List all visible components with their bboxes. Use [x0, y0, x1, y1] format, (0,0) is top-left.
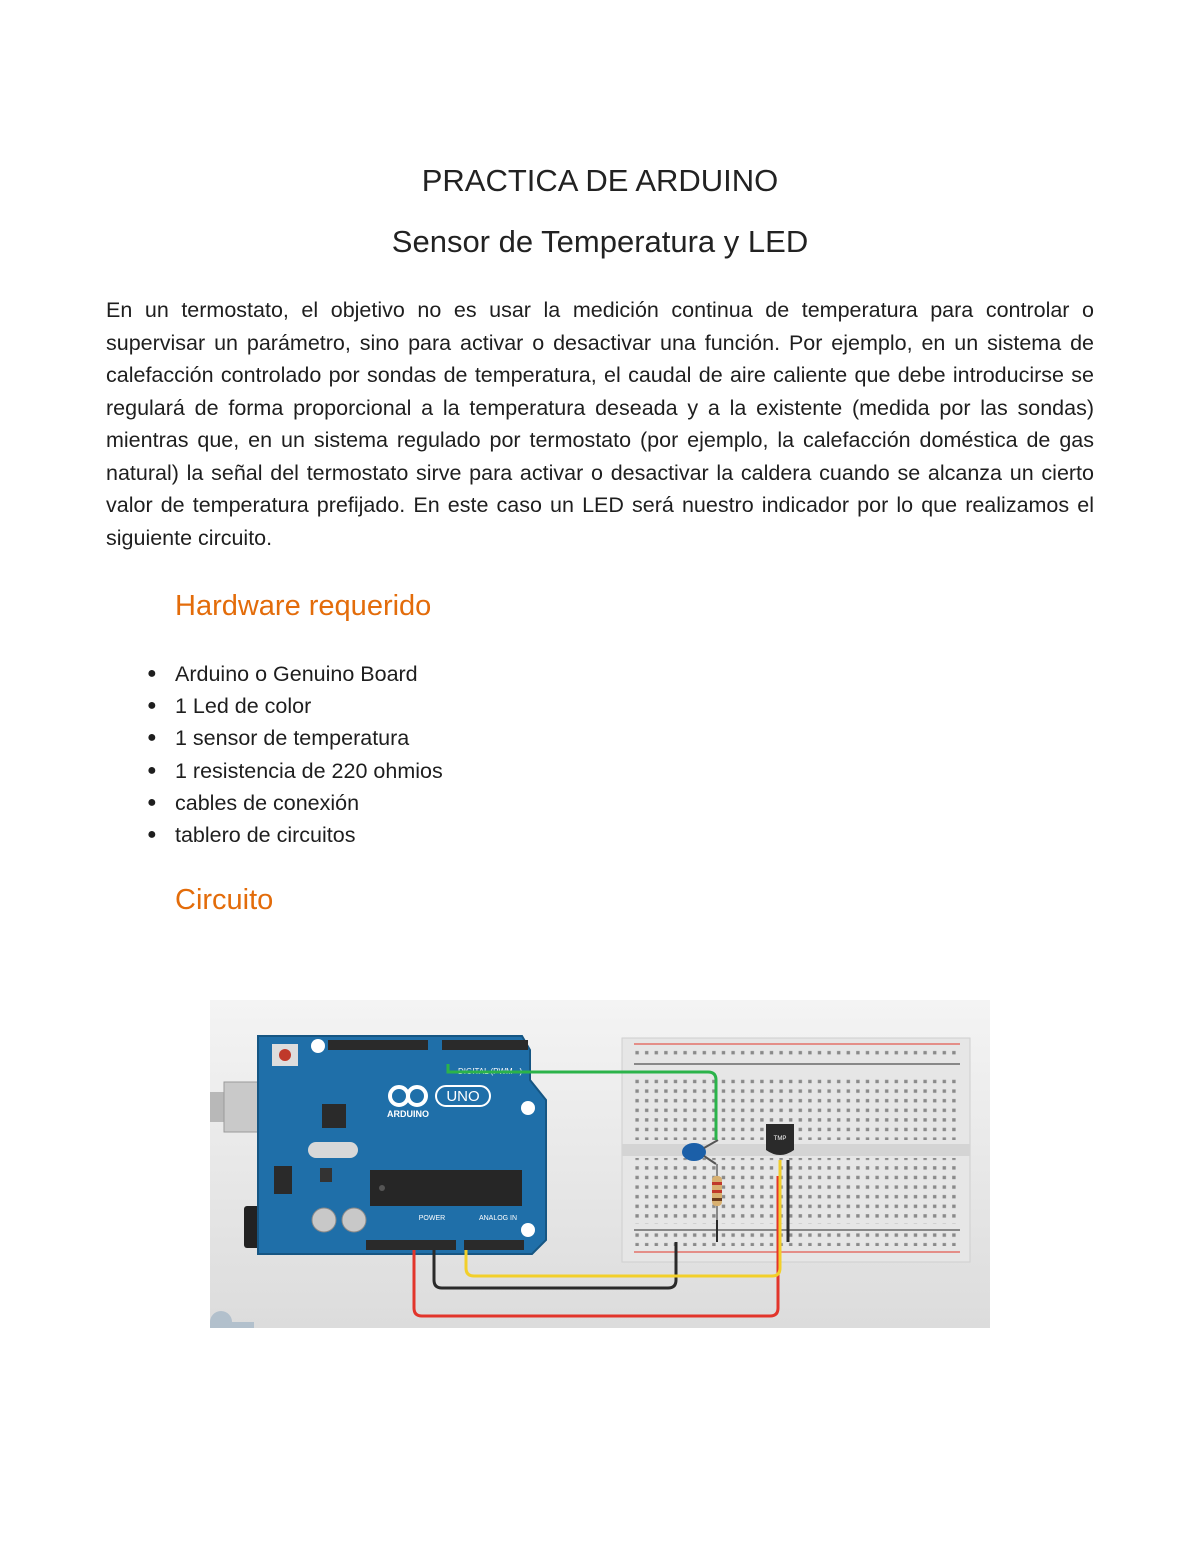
bullet-icon: ● [147, 761, 157, 779]
list-item [145, 819, 443, 851]
hardware-heading: Hardware requerido [175, 590, 432, 622]
list-item [145, 755, 443, 787]
hardware-item-label: 1 Led de color [175, 694, 312, 719]
bullet-icon: ● [147, 697, 157, 715]
sensor-label: TMP [773, 1136, 787, 1142]
board-label: ARDUINO [387, 1109, 429, 1119]
digital-label: DIGITAL (PWM ~) [458, 1067, 523, 1076]
bullet-icon: ● [147, 729, 157, 747]
analog-label: ANALOG IN [478, 1215, 518, 1222]
digital-header-left [328, 1040, 428, 1050]
hardware-item-label: 1 resistencia de 220 ohmios [175, 758, 443, 783]
list-item [145, 690, 443, 722]
list-item [145, 787, 443, 819]
list-item [145, 722, 443, 754]
power-header [366, 1240, 456, 1250]
hardware-item-label: 1 sensor de temperatura [175, 726, 410, 751]
circuit-heading: Circuito [175, 884, 274, 916]
document-title: PRACTICA DE ARDUINO [421, 163, 779, 198]
bullet-icon: ● [147, 826, 157, 844]
bullet-icon: ● [147, 793, 157, 811]
document-subtitle: Sensor de Temperatura y LED [391, 224, 809, 259]
arduino-board [258, 1036, 546, 1254]
digital-header-right [442, 1040, 528, 1050]
circuit-diagram [210, 1000, 990, 1328]
temperature-sensor [766, 1124, 794, 1155]
hardware-item-label: Arduino o Genuino Board [175, 662, 418, 686]
intro-paragraph: En un termostato, el objetivo no es usar la medición continua de temperatura para controlar o supervisar un parámetro, sino para activar o desactivar una función. Por ejemplo, en un sistema de calefacción controlado por sondas de temperatura, el caudal de aire caliente que debe introducirse se regulará de forma proporcional a la temperatura deseada y a la existente (medida por las sondas) mientras que, en un sistema regulado por termostato (por ejemplo, la calefacción doméstica de gas natural) la señal del termostato sirve para activar o desactivar la caldera cuando se alcanza un cierto valor de temperatura prefijado. En este caso un LED será nuestro indicador por lo que realizamos el siguiente circuito. [106, 298, 1094, 550]
microcontroller-chip [370, 1170, 522, 1206]
power-label: POWER [418, 1215, 446, 1222]
hardware-item-label: cables de conexión [175, 790, 360, 815]
hardware-list [145, 658, 443, 851]
hardware-item-label: tablero de circuitos [175, 823, 356, 848]
board-model: UNO [446, 1088, 480, 1105]
list-item [145, 658, 443, 690]
analog-header [464, 1240, 524, 1250]
bullet-icon: ● [147, 665, 157, 682]
